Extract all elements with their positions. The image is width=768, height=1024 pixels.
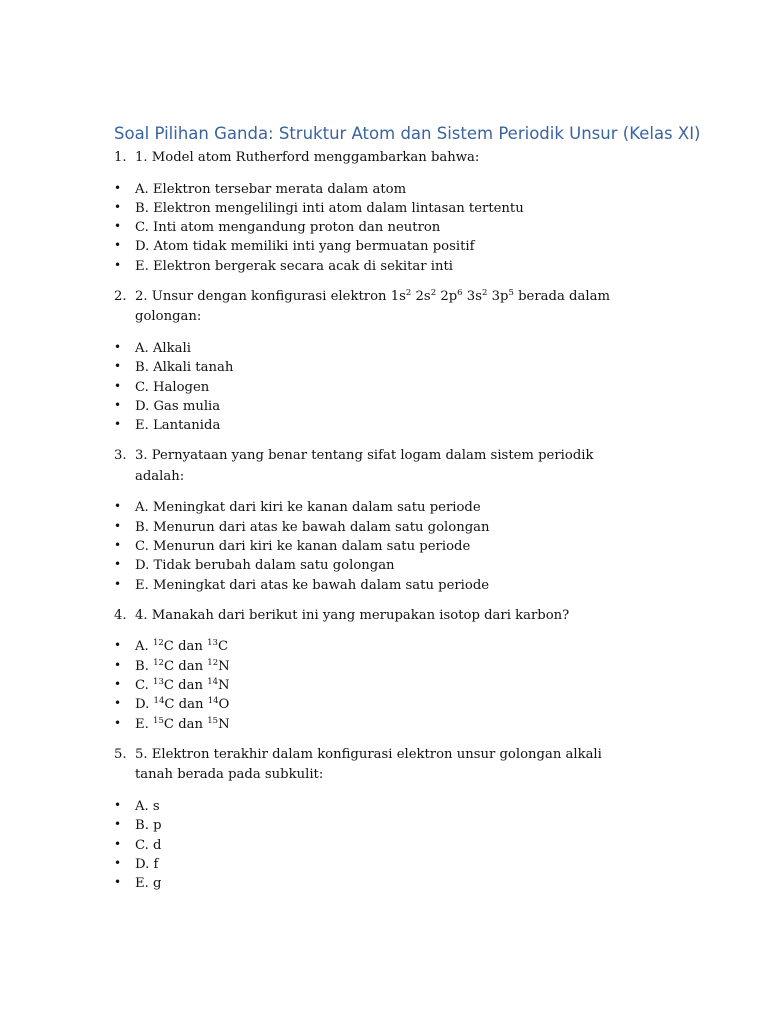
bullet-icon: •: [114, 378, 122, 393]
option-item: [114, 836, 644, 855]
option-list: [114, 339, 644, 435]
option-text: E. Elektron bergerak secara acak di sekitar inti: [135, 258, 454, 274]
option-text: A. $^{12}$C dan $^{13}$C: [135, 638, 229, 655]
bullet-icon: •: [114, 180, 122, 195]
option-text: B. $^{12}$C dan $^{12}$N: [135, 657, 230, 674]
option-item: [114, 657, 644, 676]
option-text: E. Meningkat dari atas ke bawah dalam satu periode: [135, 577, 490, 593]
question-2: [114, 287, 644, 435]
option-text: E. $^{15}$C dan $^{15}$N: [135, 715, 230, 732]
bullet-icon: •: [114, 199, 122, 214]
option-text: E. g: [135, 876, 162, 892]
bullet-icon: •: [114, 696, 122, 711]
question-5: [114, 745, 644, 893]
option-text: A. Elektron tersebar merata dalam atom: [135, 181, 407, 197]
option-item: [114, 257, 644, 276]
option-text: C. $^{13}$C dan $^{14}$N: [135, 677, 230, 694]
bullet-icon: •: [114, 677, 122, 692]
option-text: D. $^{14}$C dan $^{14}$O: [135, 696, 230, 713]
question-list: [114, 148, 644, 904]
question-4: [114, 606, 644, 734]
bullet-icon: •: [114, 538, 122, 553]
bullet-icon: •: [114, 557, 122, 572]
question-line: [114, 148, 644, 169]
option-text: C. d: [135, 837, 162, 853]
document-title: Soal Pilihan Ganda: Struktur Atom dan Sistem Periodik Unsur (Kelas XI): [114, 124, 701, 143]
bullet-icon: •: [114, 417, 122, 432]
option-text: A. Meningkat dari kiri ke kanan dalam satu periode: [135, 500, 481, 516]
option-text: B. Alkali tanah: [135, 360, 234, 376]
question-line: [114, 287, 644, 328]
option-list: [114, 637, 644, 733]
option-text: D. Tidak berubah dalam satu golongan: [135, 558, 395, 574]
bullet-icon: •: [114, 576, 122, 591]
question-text: 2. Unsur dengan konfgurasi elektron $1s^2$ $2s^2$ $2p^6$ $3s^2$ $3p^5$ berada dalam golongan:: [135, 287, 610, 325]
option-item: [114, 237, 644, 256]
bullet-icon: •: [114, 817, 122, 832]
question-number: 2.: [114, 288, 127, 304]
option-item: [114, 874, 644, 893]
option-item: [114, 816, 644, 835]
bullet-icon: •: [114, 855, 122, 870]
question-text: 5. Elektron terakhir dalam konfigurasi elektron unsur golongan alkali tanah berada pada subkulit:: [135, 746, 602, 783]
option-item: [114, 556, 644, 575]
bullet-icon: •: [114, 715, 122, 730]
option-text: D. Gas mulia: [135, 398, 221, 414]
question-text: 1. Model atom Rutherford menggambarkan bahwa:: [135, 150, 480, 165]
option-item: [114, 637, 644, 656]
question-text: 3. Pernyataan yang benar tentang sifat logam dalam sistem periodik adalah:: [135, 448, 594, 484]
question-line: [114, 606, 644, 627]
bullet-icon: •: [114, 657, 122, 672]
option-item: [114, 199, 644, 218]
option-list: [114, 180, 644, 276]
option-item: [114, 218, 644, 237]
question-number: 1.: [114, 150, 127, 165]
option-text: A. Alkali: [135, 340, 191, 356]
bullet-icon: •: [114, 638, 122, 653]
question-line: [114, 745, 644, 786]
bullet-icon: •: [114, 397, 122, 412]
option-item: [114, 378, 644, 397]
option-item: [114, 518, 644, 537]
option-item: [114, 537, 644, 556]
question-line: [114, 446, 644, 487]
option-item: [114, 358, 644, 377]
option-text: C. Inti atom mengandung proton dan neutron: [135, 220, 441, 236]
option-text: C. Halogen: [135, 379, 210, 395]
option-item: [114, 676, 644, 695]
option-item: [114, 416, 644, 435]
question-number: 3.: [114, 448, 127, 464]
option-text: A. s: [135, 798, 160, 814]
option-item: [114, 715, 644, 734]
option-text: B. Elektron mengelilingi inti atom dalam lintasan tertentu: [135, 200, 524, 216]
question-number: 4.: [114, 607, 127, 623]
option-text: B. Menurun dari atas ke bawah dalam satu golongan: [135, 519, 490, 535]
bullet-icon: •: [114, 875, 122, 890]
bullet-icon: •: [114, 499, 122, 514]
bullet-icon: •: [114, 339, 122, 354]
option-item: [114, 797, 644, 816]
option-item: [114, 498, 644, 517]
option-text: D. Atom tidak memiliki inti yang bermuatan positif: [135, 239, 475, 255]
option-text: E. Lantanida: [135, 418, 221, 434]
bullet-icon: •: [114, 238, 122, 253]
bullet-icon: •: [114, 257, 122, 272]
question-1: [114, 148, 644, 276]
option-text: B. p: [135, 818, 162, 834]
question-text: 4. Manakah dari berikut ini yang merupakan isotop dari karbon?: [135, 607, 570, 623]
option-item: [114, 855, 644, 874]
option-list: [114, 498, 644, 594]
option-item: [114, 695, 644, 714]
option-text: D. f: [135, 856, 159, 872]
option-item: [114, 397, 644, 416]
option-list: [114, 797, 644, 893]
option-text: C. Menurun dari kiri ke kanan dalam satu periode: [135, 539, 471, 555]
bullet-icon: •: [114, 797, 122, 812]
option-item: [114, 180, 644, 199]
bullet-icon: •: [114, 518, 122, 533]
option-item: [114, 576, 644, 595]
bullet-icon: •: [114, 836, 122, 851]
question-number: 5.: [114, 746, 127, 762]
bullet-icon: •: [114, 359, 122, 374]
question-3: [114, 446, 644, 594]
bullet-icon: •: [114, 219, 122, 234]
option-item: [114, 339, 644, 358]
